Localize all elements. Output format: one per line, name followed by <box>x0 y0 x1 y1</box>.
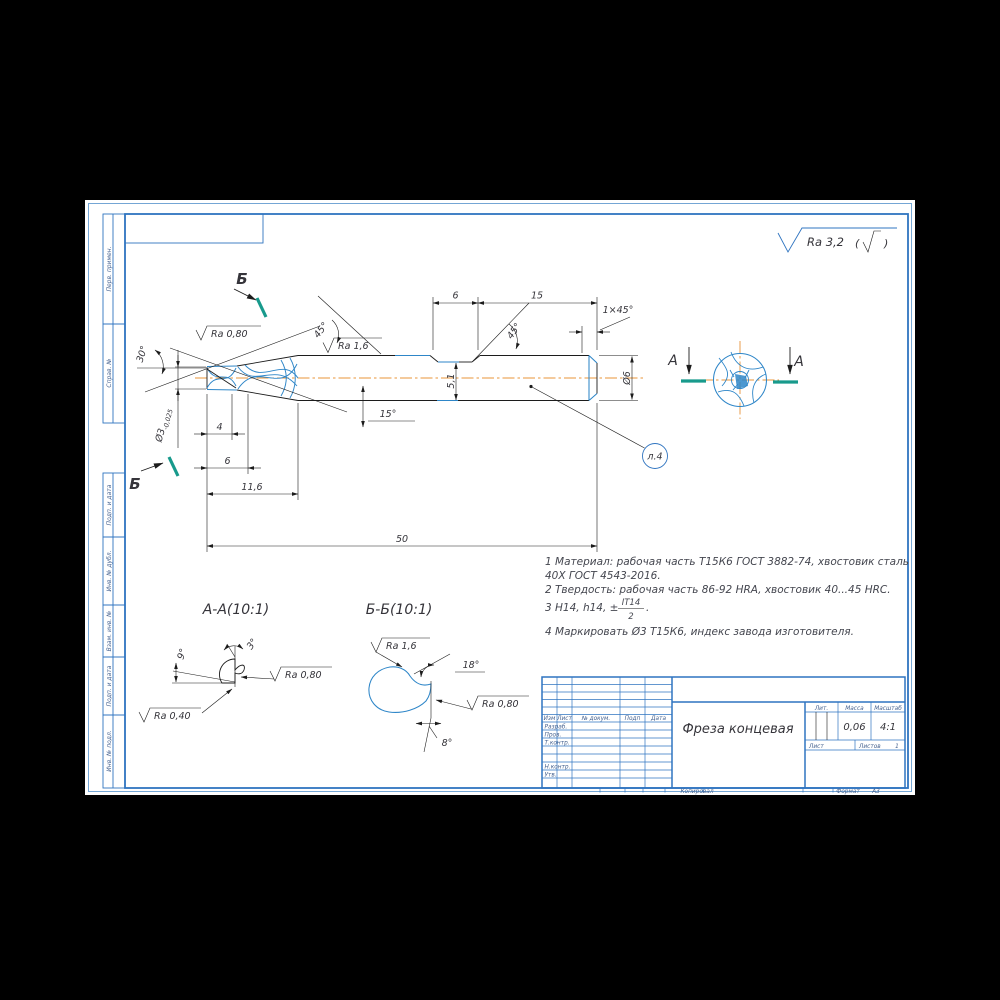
note-line1: 1 Материал: рабочая часть Т15К6 ГОСТ 3882-74, хвостовик сталь <box>545 556 909 568</box>
section-b-bottom-mark <box>129 457 178 493</box>
roughness-tip <box>196 326 261 340</box>
section-b-top-label: Б <box>236 270 248 288</box>
section-bb-title: Б-Б(10:1) <box>365 602 433 618</box>
row-razrab: Разраб. <box>544 724 568 731</box>
col-docnum: № докум. <box>581 716 611 722</box>
strip-label-vzam: Взам. инв. № <box>106 610 113 652</box>
angle-30-label: 30° <box>134 344 151 364</box>
shank-dim <box>599 356 638 401</box>
roughness-aa-flank <box>139 689 232 722</box>
angle-18-callout <box>414 654 485 677</box>
neck-label: 5,1 <box>446 373 457 389</box>
end-view <box>667 341 804 419</box>
angle-18-label: 18° <box>462 660 480 671</box>
drawing-canvas <box>85 200 915 795</box>
strip-label-perv: Перв. примен. <box>106 246 113 292</box>
dim-11-6-label: 11,6 <box>241 482 263 493</box>
col-podp: Подп <box>624 716 641 722</box>
tooth-section <box>219 659 244 683</box>
angle-8-callout <box>416 724 452 750</box>
dim-4-label: 4 <box>216 422 223 433</box>
shank-dia-label: Ø6 <box>622 371 633 385</box>
note-line4-num: IT14 <box>621 598 641 608</box>
roughness-aa-flank-label: Ra 0,40 <box>154 711 191 722</box>
paren-open: ( <box>855 237 860 250</box>
dim-6-left-label: 6 <box>224 456 231 467</box>
scale-value: 4:1 <box>879 722 897 733</box>
neck-dim <box>446 363 457 400</box>
section-a-left-mark <box>667 347 706 381</box>
row-prov: Пров. <box>544 732 562 739</box>
col-izm: Изм <box>543 716 556 722</box>
note-line2: 40Х ГОСТ 4543-2016. <box>545 570 661 582</box>
end-view-core <box>735 374 748 389</box>
frame-strip <box>103 214 125 788</box>
top-dims <box>433 291 597 351</box>
paren-close: ) <box>884 237 889 250</box>
svg-text:Ø3-0,025 <box>153 407 174 445</box>
col-data: Дата <box>650 716 667 722</box>
dim-50-label: 50 <box>395 534 409 545</box>
title-block <box>542 677 905 788</box>
main-view <box>129 270 667 552</box>
dia-tip-dim <box>153 350 206 448</box>
doc-title: Фреза концевая <box>682 722 794 737</box>
drawing-sheet <box>85 200 915 795</box>
dia-tip-label: Ø3 <box>153 427 168 444</box>
sheet-label: Лист <box>809 744 824 750</box>
chamfer-label: 1×45° <box>602 305 634 316</box>
roughness-aa-face <box>241 667 332 681</box>
scale-label: Масштаб <box>874 706 902 712</box>
dia-tip-tol: -0,025 <box>161 408 175 431</box>
roughness-aa-face-label: Ra 0,80 <box>285 670 322 681</box>
row-tkontr: Т.контр. <box>544 740 570 747</box>
section-a-right-mark <box>773 347 804 382</box>
section-aa-view <box>139 602 332 722</box>
note-line4-prefix: 3 Н14, h14, ± <box>545 602 619 614</box>
dim-15-top-label: 15 <box>530 290 544 302</box>
tech-notes <box>545 556 909 638</box>
footer-format-label: Формат <box>836 789 860 795</box>
strip-label-invdubl: Инв. № дубл. <box>106 550 113 592</box>
row-utv: Утв. <box>544 772 557 779</box>
note-ref-balloon <box>529 385 667 469</box>
roughness-shank-label: Ra 1,6 <box>338 341 369 352</box>
angle-9-label: 9° <box>175 647 190 662</box>
note-ref-label: л.4 <box>647 451 663 463</box>
sheets-label: Листов <box>859 744 881 750</box>
section-a-left-label: А <box>668 353 678 369</box>
general-roughness <box>778 228 897 252</box>
strip-label-invpodl: Инв. № подл. <box>106 730 113 772</box>
section-bb-view <box>366 602 529 752</box>
roughness-bb-edge <box>436 696 529 710</box>
roughness-tip-label: Ra 0,80 <box>211 329 248 340</box>
footer-format-value: А3 <box>872 789 880 795</box>
note-line4-suffix: . <box>646 602 650 614</box>
roughness-bb-edge-label: Ra 0,80 <box>482 699 519 710</box>
strip-label-podp2: Подп. и дата <box>106 665 113 707</box>
strip-label-sprav: Справ. № <box>106 358 113 388</box>
angle-15-callout <box>363 386 415 427</box>
roughness-shank <box>323 338 382 353</box>
angle-3-label: 3° <box>244 636 261 652</box>
footer-copied: Копировал <box>680 789 714 795</box>
mass-label: Масса <box>845 706 864 712</box>
row-nkontr: Н.контр. <box>544 764 571 771</box>
roughness-bb-top-label: Ra 1,6 <box>386 641 417 652</box>
section-b-bottom-label: Б <box>129 475 141 493</box>
check-icon <box>863 231 881 252</box>
angle-8-label: 8° <box>441 738 453 749</box>
cross-edge <box>207 369 236 388</box>
section-b-top-mark <box>234 270 266 317</box>
angle-45-left-label: 45° <box>311 320 331 341</box>
chamfer-dim <box>569 305 633 353</box>
angle-45-right-label: 45° <box>505 321 524 342</box>
note-line3: 2 Твердость: рабочая часть 86-92 HRA, хвостовик 40...45 HRC. <box>545 584 891 596</box>
mass-value: 0,06 <box>843 722 866 733</box>
sheets-value: 1 <box>895 744 899 750</box>
note-line4-den: 2 <box>628 612 634 622</box>
dim-6-top-label: 6 <box>452 290 459 302</box>
note-line5: 4 Маркировать Ø3 Т15К6, индекс завода изготовителя. <box>545 626 854 638</box>
section-a-right-label: А <box>794 354 804 370</box>
lit-label: Лит. <box>814 706 829 712</box>
strip-label-podp1: Подп. и дата <box>106 484 113 526</box>
angle-45-right-callout <box>473 303 529 361</box>
roughness-bb-top <box>371 638 430 667</box>
general-roughness-value: Ra 3,2 <box>807 235 844 249</box>
section-aa-title: А-А(10:1) <box>202 602 270 618</box>
col-list: Лист <box>557 716 572 722</box>
angle-15-label: 15° <box>379 409 397 420</box>
